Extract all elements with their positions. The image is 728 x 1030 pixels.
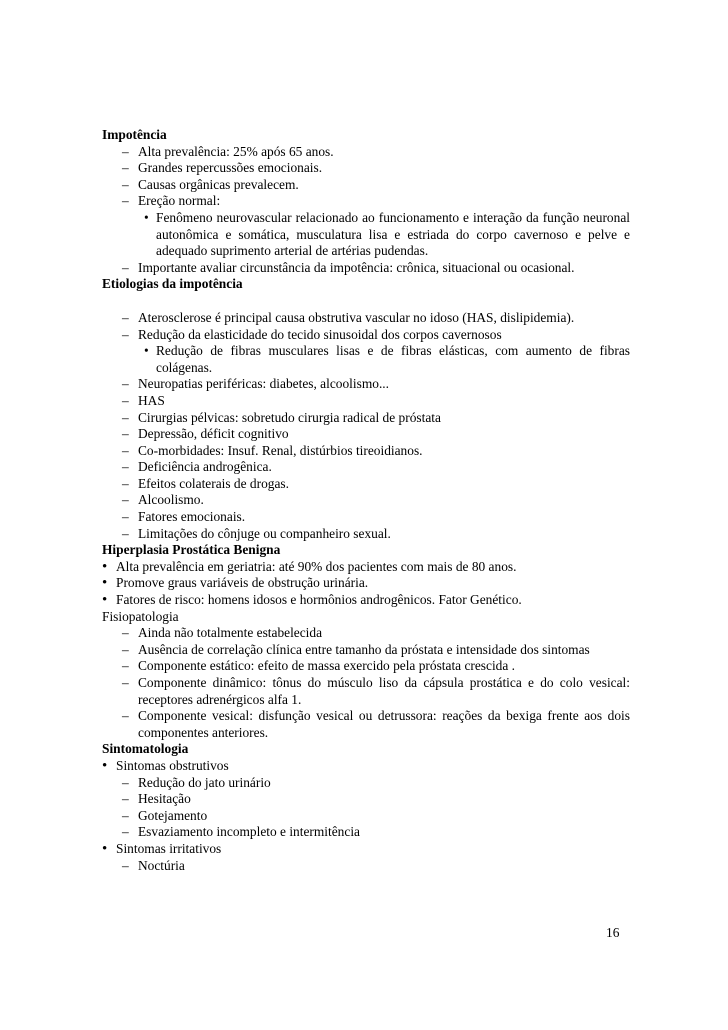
list-item — [102, 625, 630, 642]
list-item — [102, 642, 630, 659]
list-item-text: Deficiência androgênica. — [138, 459, 272, 475]
list-item-text: Neuropatias periféricas: diabetes, alcoolismo... — [138, 376, 389, 392]
bullet-marker: • — [102, 757, 108, 774]
dash-marker: – — [122, 475, 129, 491]
list-item-text: Efeitos colaterais de drogas. — [138, 475, 289, 491]
list-item — [102, 476, 630, 493]
list-item-text: Esvaziamento incompleto e intermitência — [138, 824, 360, 840]
list-item — [102, 193, 630, 210]
list-item — [102, 675, 630, 708]
dash-marker: – — [122, 376, 129, 392]
dash-marker: – — [122, 625, 129, 641]
list-item-text: Alta prevalência em geriatria: até 90% dos pacientes com mais de 80 anos. — [116, 558, 517, 574]
list-item-text: Alcoolismo. — [138, 492, 204, 508]
list-item — [102, 459, 630, 476]
dash-marker: – — [122, 641, 129, 657]
list-item — [102, 393, 630, 410]
list-item-text: Co-morbidades: Insuf. Renal, distúrbios tireoidianos. — [138, 442, 423, 458]
dash-marker: – — [122, 492, 129, 508]
list-item-text: Alta prevalência: 25% após 65 anos. — [138, 143, 334, 159]
list-item — [102, 808, 630, 825]
bullet-marker: • — [102, 575, 108, 592]
list-item-text: Importante avaliar circunstância da impotência: crônica, situacional ou ocasional. — [138, 259, 575, 275]
list-item-text: HAS — [138, 392, 165, 408]
list-item — [102, 708, 630, 741]
list-item-text: Fenômeno neurovascular relacionado ao funcionamento e interação da função neuronal autonômica e somática, musculatura lisa e estriada do corpo cavernoso e pelve e adequado suprimento arterial de artérias pudendas. — [156, 209, 630, 259]
list-item-text: Componente dinâmico: tônus do músculo liso da cápsula prostática e do colo vesical: receptores adrenérgicos alfa 1. — [138, 675, 630, 707]
list-item — [102, 426, 630, 443]
list-item — [102, 658, 630, 675]
list-item-text: Fatores de risco: homens idosos e hormônios androgênicos. Fator Genético. — [116, 592, 522, 608]
list-item-text: Sintomas obstrutivos — [116, 757, 229, 773]
section-heading-etiologias: Etiologias da impotência — [102, 276, 243, 292]
list-item-text: Hesitação — [138, 791, 191, 807]
dash-marker: – — [122, 392, 129, 408]
list-item-text: Redução da elasticidade do tecido sinusoidal dos corpos cavernosos — [138, 326, 502, 342]
list-item — [102, 509, 630, 526]
dash-marker: – — [122, 824, 129, 840]
section-heading-sintomatologia: Sintomatologia — [102, 741, 189, 757]
dash-marker: – — [122, 857, 129, 873]
list-item — [102, 327, 630, 344]
list-item — [102, 526, 630, 543]
list-item — [102, 758, 630, 775]
dash-marker: – — [122, 658, 129, 674]
page-number: 16 — [606, 925, 620, 940]
dash-marker: – — [122, 675, 129, 690]
list-item — [102, 260, 630, 277]
document-body — [102, 127, 630, 874]
section-heading-hiperplasia: Hiperplasia Prostática Benigna — [102, 542, 281, 558]
list-item-text: Cirurgias pélvicas: sobretudo cirurgia radical de próstata — [138, 409, 441, 425]
bullet-marker: • — [102, 840, 108, 857]
dash-marker: – — [122, 176, 129, 192]
dash-marker: – — [122, 807, 129, 823]
list-item-text: Fatores emocionais. — [138, 509, 246, 525]
list-item-text: Depressão, déficit cognitivo — [138, 426, 289, 442]
list-item-text: Componente vesical: disfunção vesical ou detrussora: reações da bexiga frente aos dois componentes anteriores. — [138, 708, 630, 740]
list-item-text: Ereção normal: — [138, 193, 221, 209]
dash-marker: – — [122, 442, 129, 458]
section-heading-impotencia: Impotência — [102, 127, 167, 142]
list-item-text: Ainda não totalmente estabelecida — [138, 625, 323, 641]
list-item — [102, 376, 630, 393]
list-item-text: Redução do jato urinário — [138, 774, 271, 790]
list-item — [102, 791, 630, 808]
list-item-text: Promove graus variáveis de obstrução urinária. — [116, 575, 369, 591]
list-item — [102, 160, 630, 177]
bullet-marker: • — [102, 592, 108, 609]
list-item-text: Grandes repercussões emocionais. — [138, 160, 323, 176]
bullet-marker: • — [144, 209, 149, 225]
list-item — [102, 492, 630, 509]
list-item — [102, 824, 630, 841]
list-item — [102, 210, 630, 260]
dash-marker: – — [122, 426, 129, 442]
bullet-marker: • — [102, 558, 108, 575]
list-item-text: Ausência de correlação clínica entre tamanho da próstata e intensidade dos sintomas — [138, 641, 590, 657]
dash-marker: – — [122, 259, 129, 275]
dash-marker: – — [122, 459, 129, 475]
list-item — [102, 310, 630, 327]
dash-marker: – — [122, 774, 129, 790]
list-item-text: Redução de fibras musculares lisas e de fibras elásticas, com aumento de fibras colágenas. — [156, 343, 630, 375]
dash-marker: – — [122, 193, 129, 209]
list-item — [102, 575, 630, 592]
dash-marker: – — [122, 409, 129, 425]
list-item — [102, 144, 630, 161]
spacer — [102, 293, 630, 310]
list-item-text: Aterosclerose é principal causa obstrutiva vascular no idoso (HAS, dislipidemia). — [138, 309, 575, 325]
dash-marker: – — [122, 525, 129, 541]
list-item — [102, 775, 630, 792]
list-item — [102, 410, 630, 427]
bullet-marker: • — [144, 343, 149, 359]
dash-marker: – — [122, 708, 129, 724]
dash-marker: – — [122, 309, 129, 325]
list-item-text: Sintomas irritativos — [116, 840, 222, 856]
list-item — [102, 592, 630, 609]
list-item — [102, 841, 630, 858]
dash-marker: – — [122, 160, 129, 176]
list-item — [102, 177, 630, 194]
list-item — [102, 443, 630, 460]
dash-marker: – — [122, 509, 129, 525]
dash-marker: – — [122, 791, 129, 807]
dash-marker: – — [122, 326, 129, 342]
list-item — [102, 559, 630, 576]
list-item-text: Causas orgânicas prevalecem. — [138, 176, 299, 192]
section-heading-fisiopatologia: Fisiopatologia — [102, 608, 179, 624]
list-item — [102, 343, 630, 376]
list-item — [102, 858, 630, 875]
list-item-text: Componente estático: efeito de massa exercido pela próstata crescida . — [138, 658, 516, 674]
list-item-text: Limitações do cônjuge ou companheiro sexual. — [138, 525, 391, 541]
list-item-text: Gotejamento — [138, 807, 208, 823]
list-item-text: Noctúria — [138, 857, 185, 873]
dash-marker: – — [122, 143, 129, 159]
